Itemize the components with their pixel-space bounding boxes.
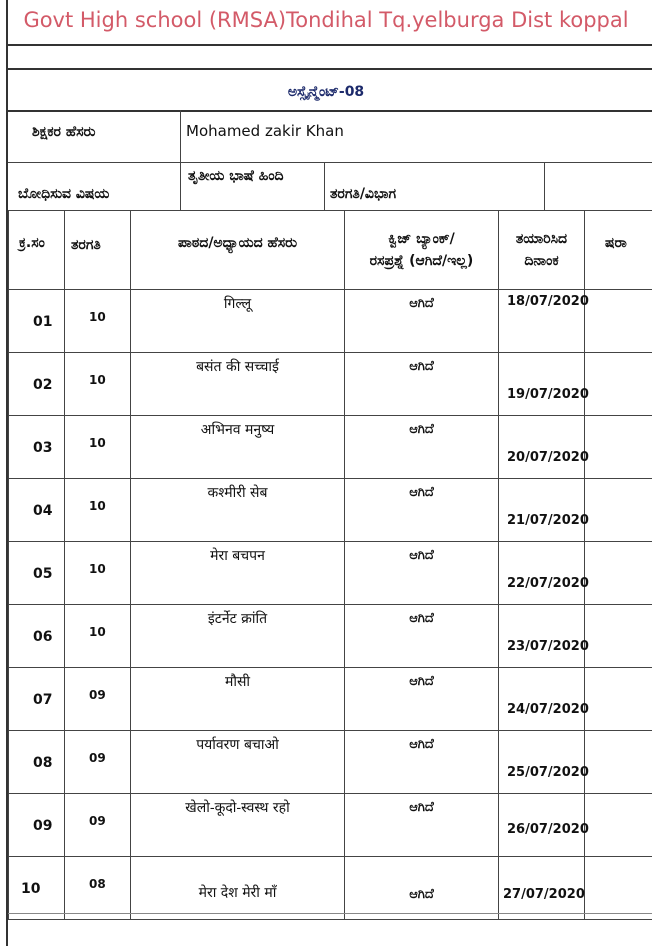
row-date: 21/07/2020 — [507, 513, 589, 528]
header-remark: ಷರಾ — [585, 211, 652, 290]
header-sno: ಕ್ರ.ಸಂ — [9, 211, 65, 290]
subject-label: ಬೋಧಿಸುವ ವಿಷಯ — [18, 186, 110, 202]
row-remark — [585, 731, 652, 794]
row-remark — [585, 290, 652, 353]
row-class: 10 — [89, 373, 106, 387]
row-class: 10 — [89, 436, 106, 450]
row-lesson: पर्यावरण बचाओ — [196, 737, 279, 753]
divider — [324, 162, 325, 210]
table-row — [9, 353, 652, 416]
table-header-row — [9, 211, 652, 290]
row-lesson: मेरा बचपन — [210, 548, 265, 564]
row-lesson: अभिनव मनुष्य — [200, 422, 275, 438]
row-sno: 04 — [33, 503, 53, 519]
row-date: 23/07/2020 — [507, 639, 589, 654]
header-class: ತರಗತಿ — [65, 211, 131, 290]
row-quiz: ಆಗಿದೆ — [409, 359, 434, 374]
row-sno: 01 — [33, 314, 53, 330]
row-class: 10 — [89, 625, 106, 639]
table-row — [9, 416, 652, 479]
row-sno: 08 — [33, 755, 53, 771]
table-row — [9, 542, 652, 605]
row-remark — [585, 353, 652, 416]
row-class: 08 — [89, 877, 106, 891]
row-class: 10 — [89, 310, 106, 324]
assessment-title: ಅಸ್ಸೈನ್ಮೆಂಟ್-08 — [287, 84, 365, 100]
row-date: 20/07/2020 — [507, 450, 589, 465]
row-remark — [585, 479, 652, 542]
row-date: 25/07/2020 — [507, 765, 589, 780]
row-lesson: कश्मीरी सेब — [207, 485, 268, 501]
row-class: 10 — [89, 562, 106, 576]
row-date: 24/07/2020 — [507, 702, 589, 717]
row-class: 10 — [89, 499, 106, 513]
info-block — [8, 110, 652, 210]
row-date: 18/07/2020 — [507, 294, 589, 309]
row-quiz: ಆಗಿದೆ — [409, 674, 434, 689]
row-quiz: ಆಗಿದೆ — [409, 485, 434, 500]
row-quiz: ಆಗಿದೆ — [409, 611, 434, 626]
row-sno: 07 — [33, 692, 53, 708]
row-sno: 05 — [33, 566, 53, 582]
row-lesson: मौसी — [224, 674, 251, 690]
row-lesson: खेलो-कूदो-स्वस्थ रहो — [185, 800, 290, 816]
header-quiz: ಕ್ವಿಜ್ ಬ್ಯಾಂಕ್/ ರಸಪ್ರಶ್ನೆ (ಆಗಿದೆ/ಇಲ್ಲ) — [345, 211, 499, 290]
row-lesson: मेरा देश मेरी माँ — [198, 885, 277, 901]
school-title: Govt High school (RMSA)Tondihal Tq.yelburga Dist koppal — [23, 8, 629, 32]
class-label: ತರಗತಿ/ವಿಭಾಗ — [330, 186, 397, 202]
divider — [8, 44, 652, 46]
row-sno: 02 — [33, 377, 53, 393]
row-quiz: ಆಗಿದೆ — [409, 737, 434, 752]
table-row — [9, 668, 652, 731]
row-lesson: इंटर्नेट क्रांति — [207, 611, 268, 627]
row-quiz: ಆಗಿದೆ — [409, 296, 434, 311]
row-remark — [585, 857, 652, 920]
divider — [8, 162, 652, 163]
row-date: 27/07/2020 — [503, 887, 585, 902]
row-sno: 09 — [33, 818, 53, 834]
table-row — [9, 731, 652, 794]
header-date: ತಯಾರಿಸಿದ ದಿನಾಂಕ — [499, 211, 585, 290]
row-remark — [585, 668, 652, 731]
row-date: 19/07/2020 — [507, 387, 589, 402]
table-row — [9, 794, 652, 857]
teacher-name: Mohamed zakir Khan — [186, 122, 344, 140]
assignment-table — [8, 210, 652, 920]
row-class: 09 — [89, 688, 106, 702]
row-sno: 03 — [33, 440, 53, 456]
table-row — [9, 290, 652, 353]
row-lesson: बसंत की सच्चाई — [196, 359, 279, 375]
table-row — [9, 605, 652, 668]
table-row — [9, 479, 652, 542]
row-remark — [585, 794, 652, 857]
row-date: 22/07/2020 — [507, 576, 589, 591]
divider — [8, 913, 652, 914]
row-class: 09 — [89, 814, 106, 828]
divider — [180, 110, 181, 210]
row-sno: 06 — [33, 629, 53, 645]
row-remark — [585, 416, 652, 479]
header-lesson: ಪಾಠದ/ಅಧ್ಯಾಯದ ಹೆಸರು — [131, 211, 345, 290]
row-remark — [585, 542, 652, 605]
row-lesson: गिल्लू — [223, 296, 252, 312]
row-remark — [585, 605, 652, 668]
table-row — [9, 857, 652, 920]
row-class: 09 — [89, 751, 106, 765]
teacher-label: ಶಿಕ್ಷಕರ ಹೆಸರು — [32, 124, 96, 140]
divider — [8, 68, 652, 70]
row-quiz: ಆಗಿದೆ — [409, 887, 434, 902]
row-quiz: ಆಗಿದೆ — [409, 800, 434, 815]
row-quiz: ಆಗಿದೆ — [409, 548, 434, 563]
row-sno: 10 — [21, 881, 41, 897]
row-quiz: ಆಗಿದೆ — [409, 422, 434, 437]
divider — [544, 162, 545, 210]
subject-value: ತೃತೀಯ ಭಾಷೆ ಹಿಂದಿ — [188, 168, 284, 184]
row-date: 26/07/2020 — [507, 822, 589, 837]
